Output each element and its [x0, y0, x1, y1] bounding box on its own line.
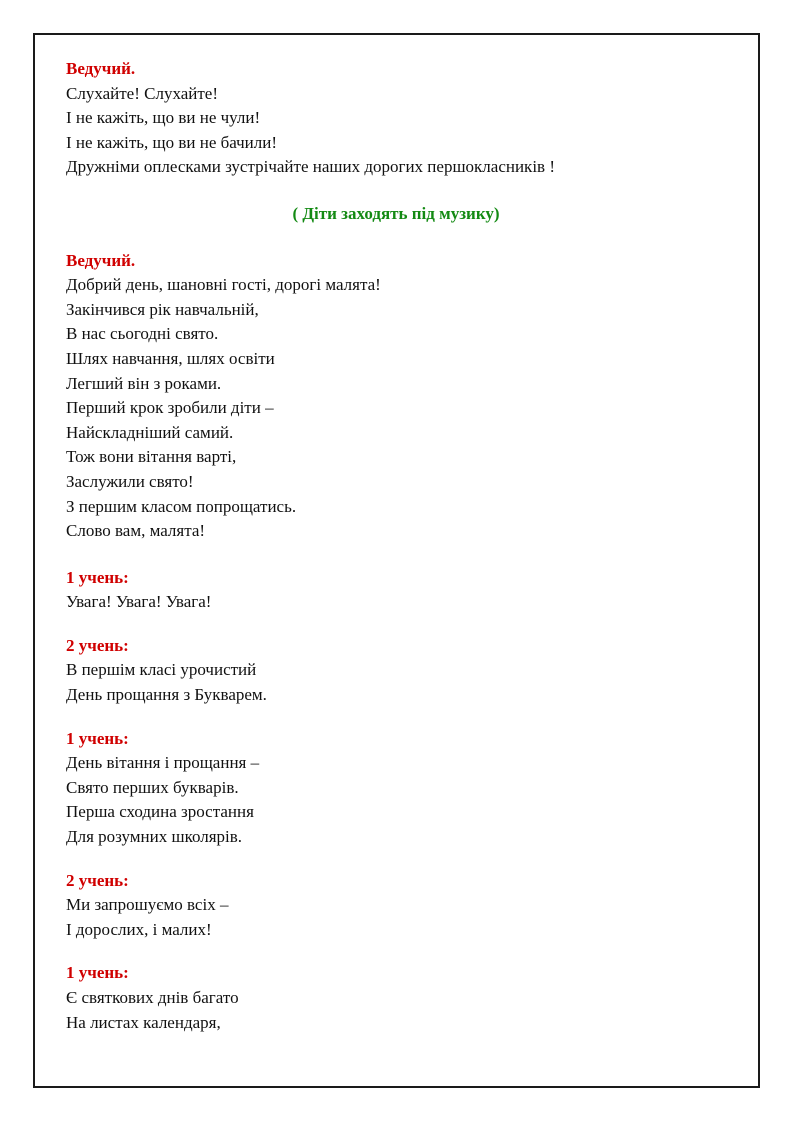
text-line: Слово вам, малята! — [66, 521, 206, 541]
text-line: Заслужили свято! — [66, 471, 194, 491]
text-line: Слухайте! Слухайте! — [66, 83, 219, 103]
speaker-label: 1 учень: — [66, 567, 129, 587]
text-line: Свято перших букварів. — [66, 777, 239, 797]
spacer — [66, 850, 726, 869]
text-line: І дорослих, і малих! — [66, 919, 212, 939]
speaker-label: Ведучий. — [66, 59, 136, 78]
spacer — [66, 180, 726, 202]
text-line: І не кажіть, що ви не бачили! — [66, 132, 278, 152]
text-line: З першим класом попрощатись. — [66, 496, 297, 516]
document-body — [66, 57, 726, 1035]
spacer — [66, 544, 726, 566]
speaker-label: 2 учень: — [66, 635, 129, 655]
text-line: В першім класі урочистий — [66, 660, 257, 680]
text-line: І не кажіть, що ви не чули! — [66, 108, 261, 128]
text-line: Дружніми оплесками зустрічайте наших дорогих першокласників ! — [66, 157, 555, 177]
speaker-label: Ведучий. — [66, 250, 136, 270]
text-line: Перша сходина зростання — [66, 802, 254, 822]
spacer — [66, 615, 726, 634]
text-line: День прощання з Букварем. — [66, 685, 267, 705]
text-line: Перший крок зробили діти – — [66, 398, 274, 418]
text-line: Увага! Увага! Увага! — [66, 592, 212, 612]
speaker-label: 1 учень: — [66, 728, 129, 748]
stage-direction: ( Діти заходять під музику) — [292, 203, 500, 223]
text-line: Ми запрошуємо всіх – — [66, 895, 229, 915]
spacer — [66, 227, 726, 249]
speaker-label: 2 учень: — [66, 870, 129, 890]
text-line: На листах календаря, — [66, 1012, 221, 1032]
text-line: В нас сьогодні свято. — [66, 324, 219, 344]
text-line: Для розумних школярів. — [66, 827, 243, 847]
spacer — [66, 942, 726, 961]
spacer — [66, 708, 726, 727]
text-line: Найскладніший самий. — [66, 422, 234, 442]
text-line: Є святкових днів багато — [66, 988, 239, 1007]
text-line: Легший він з роками. — [66, 373, 222, 393]
text-line: Закінчився рік навчальній, — [66, 299, 259, 319]
text-line: День вітання і прощання – — [66, 753, 260, 773]
text-line: Добрий день, шановні гості, дорогі малята! — [66, 275, 381, 295]
text-line: Шлях навчання, шлях освіти — [66, 348, 275, 368]
text-line: Тож вони вітання варті, — [66, 447, 237, 467]
speaker-label: 1 учень: — [66, 963, 129, 983]
